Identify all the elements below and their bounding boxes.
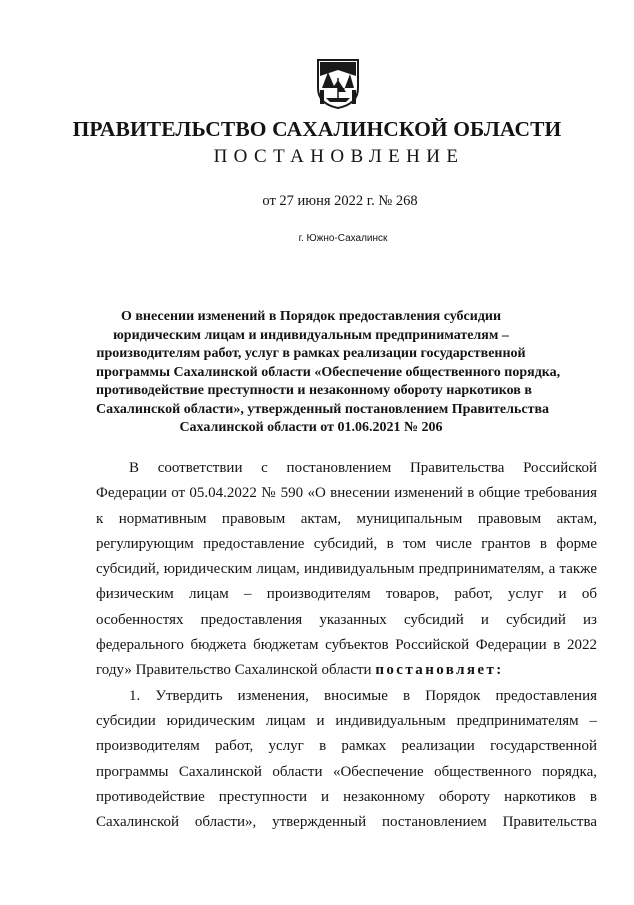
- document-city: г. Южно-Сахалинск: [298, 233, 388, 244]
- body-line: к нормативным правовым актам, муниципальным правовым актам,: [96, 510, 597, 527]
- subject-line: программы Сахалинской области «Обеспечение общественного порядка,: [96, 364, 561, 380]
- body-line: субсидий, юридическим лицам, индивидуальным предпринимателям, а также: [96, 561, 597, 578]
- item-line: программы Сахалинской области «Обеспечение общественного порядка,: [96, 763, 597, 780]
- item-line: противодействие преступности и незаконному обороту наркотиков в: [96, 788, 597, 805]
- government-title: ПРАВИТЕЛЬСТВО САХАЛИНСКОЙ ОБЛАСТИ: [72, 117, 562, 141]
- body-line: федерального бюджета бюджетам субъектов Российской Федерации в 2022: [96, 637, 597, 654]
- body-line: физическим лицам – производителям товаров, работ, услуг и об: [96, 586, 597, 603]
- subject-line: юридическим лицам и индивидуальным предпринимателям –: [113, 327, 509, 343]
- document-body: [96, 456, 597, 835]
- subject-line: Сахалинской области», утвержденный постановлением Правительства: [96, 401, 550, 417]
- item-line: 1. Утвердить изменения, вносимые в Порядок предоставления: [129, 687, 597, 704]
- document-date-number: от 27 июня 2022 г. № 268: [262, 193, 418, 209]
- body-line: Федерации от 05.04.2022 № 590 «О внесении изменений в общие требования: [96, 485, 597, 502]
- body-line: регулирующим предоставление субсидий, в том числе грантов в форме: [96, 535, 597, 552]
- document-type: ПОСТАНОВЛЕНИЕ: [213, 146, 465, 167]
- subject-line: противодействие преступности и незаконному обороту наркотиков в: [96, 383, 532, 398]
- decree-word: постановляет:: [375, 662, 504, 679]
- sakhalin-coat-of-arms-icon: [316, 58, 360, 110]
- body-line: [96, 658, 597, 683]
- item-line: производителям работ, услуг в рамках реализации государственной: [96, 738, 597, 755]
- item-line: субсидии юридическим лицам и индивидуальным предпринимателям –: [96, 712, 597, 729]
- item-line: Сахалинской области», утвержденный постановлением Правительства: [96, 814, 597, 831]
- body-line-prefix: году» Правительство Сахалинской области: [96, 662, 376, 679]
- document-subject: [96, 308, 561, 438]
- subject-line: О внесении изменений в Порядок предоставления субсидии: [120, 309, 502, 324]
- body-line: В соответствии с постановлением Правительства Российской: [129, 460, 597, 476]
- subject-line: Сахалинской области от 01.06.2021 № 206: [179, 420, 443, 435]
- subject-line: производителям работ, услуг в рамках реализации государственной: [96, 346, 526, 361]
- body-line: особенностях предоставления указанных субсидий и субсидий из: [96, 611, 597, 628]
